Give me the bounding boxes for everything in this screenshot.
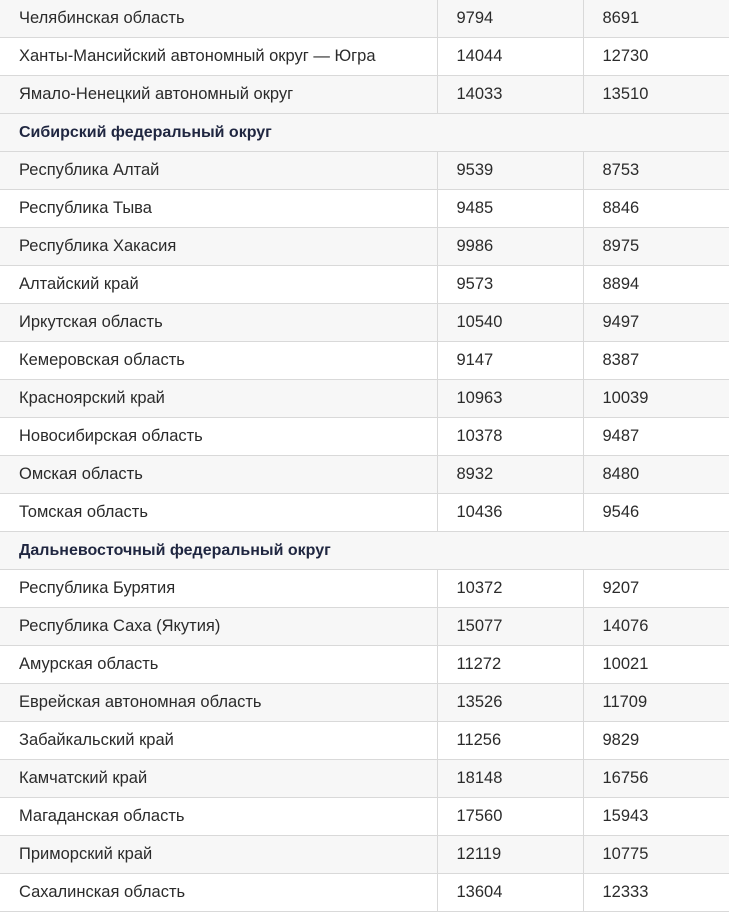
value-2-cell: 9487 [583,418,729,456]
region-name-cell: Иркутская область [0,304,437,342]
section-header-row [0,532,729,570]
value-1-cell: 13604 [437,874,583,912]
table-row [0,152,729,190]
region-name-cell: Кемеровская область [0,342,437,380]
value-2-cell: 10039 [583,380,729,418]
value-1-cell: 10436 [437,494,583,532]
region-name-cell: Камчатский край [0,760,437,798]
table-row [0,760,729,798]
value-1-cell: 9147 [437,342,583,380]
region-name-cell: Ямало-Ненецкий автономный округ [0,76,437,114]
value-1-cell: 14033 [437,76,583,114]
table-row [0,570,729,608]
value-2-cell: 10021 [583,646,729,684]
table-row [0,0,729,38]
value-2-cell: 9546 [583,494,729,532]
table-row [0,836,729,874]
table-row [0,418,729,456]
value-1-cell: 9485 [437,190,583,228]
value-2-cell: 9497 [583,304,729,342]
region-name-cell: Омская область [0,456,437,494]
table-row [0,38,729,76]
value-1-cell: 9539 [437,152,583,190]
region-name-cell: Республика Хакасия [0,228,437,266]
region-name-cell: Забайкальский край [0,722,437,760]
table-row [0,722,729,760]
table-row [0,380,729,418]
value-1-cell: 8932 [437,456,583,494]
table-row [0,608,729,646]
value-1-cell: 10372 [437,570,583,608]
table-row [0,76,729,114]
value-1-cell: 12119 [437,836,583,874]
value-1-cell: 9573 [437,266,583,304]
table-row [0,646,729,684]
region-name-cell: Томская область [0,494,437,532]
section-header-row [0,114,729,152]
value-1-cell: 11256 [437,722,583,760]
value-1-cell: 11272 [437,646,583,684]
value-2-cell: 15943 [583,798,729,836]
value-2-cell: 8846 [583,190,729,228]
value-2-cell: 12333 [583,874,729,912]
table-row [0,874,729,912]
value-1-cell: 17560 [437,798,583,836]
region-name-cell: Еврейская автономная область [0,684,437,722]
region-name-cell: Республика Тыва [0,190,437,228]
region-name-cell: Алтайский край [0,266,437,304]
region-name-cell: Сахалинская область [0,874,437,912]
value-2-cell: 16756 [583,760,729,798]
region-name-cell: Ханты-Мансийский автономный округ — Югра [0,38,437,76]
value-2-cell: 12730 [583,38,729,76]
region-name-cell: Республика Саха (Якутия) [0,608,437,646]
value-2-cell: 11709 [583,684,729,722]
value-2-cell: 9829 [583,722,729,760]
value-1-cell: 9986 [437,228,583,266]
table-row [0,342,729,380]
region-name-cell: Республика Алтай [0,152,437,190]
value-1-cell: 10378 [437,418,583,456]
value-2-cell: 9207 [583,570,729,608]
table-row [0,798,729,836]
value-2-cell: 8975 [583,228,729,266]
table-row [0,684,729,722]
region-name-cell: Республика Бурятия [0,570,437,608]
value-1-cell: 9794 [437,0,583,38]
region-name-cell: Приморский край [0,836,437,874]
value-2-cell: 13510 [583,76,729,114]
value-1-cell: 10963 [437,380,583,418]
value-2-cell: 8387 [583,342,729,380]
value-1-cell: 14044 [437,38,583,76]
table-row [0,456,729,494]
region-name-cell: Новосибирская область [0,418,437,456]
value-2-cell: 10775 [583,836,729,874]
value-1-cell: 15077 [437,608,583,646]
value-2-cell: 8480 [583,456,729,494]
section-title: Сибирский федеральный округ [0,114,729,152]
region-name-cell: Амурская область [0,646,437,684]
value-1-cell: 10540 [437,304,583,342]
region-name-cell: Магаданская область [0,798,437,836]
value-1-cell: 13526 [437,684,583,722]
section-title: Дальневосточный федеральный округ [0,532,729,570]
value-1-cell: 18148 [437,760,583,798]
table-row [0,494,729,532]
value-2-cell: 8894 [583,266,729,304]
table-row [0,228,729,266]
value-2-cell: 8753 [583,152,729,190]
region-name-cell: Красноярский край [0,380,437,418]
value-2-cell: 8691 [583,0,729,38]
table-row [0,304,729,342]
table-row [0,266,729,304]
value-2-cell: 14076 [583,608,729,646]
table-row [0,190,729,228]
region-name-cell: Челябинская область [0,0,437,38]
